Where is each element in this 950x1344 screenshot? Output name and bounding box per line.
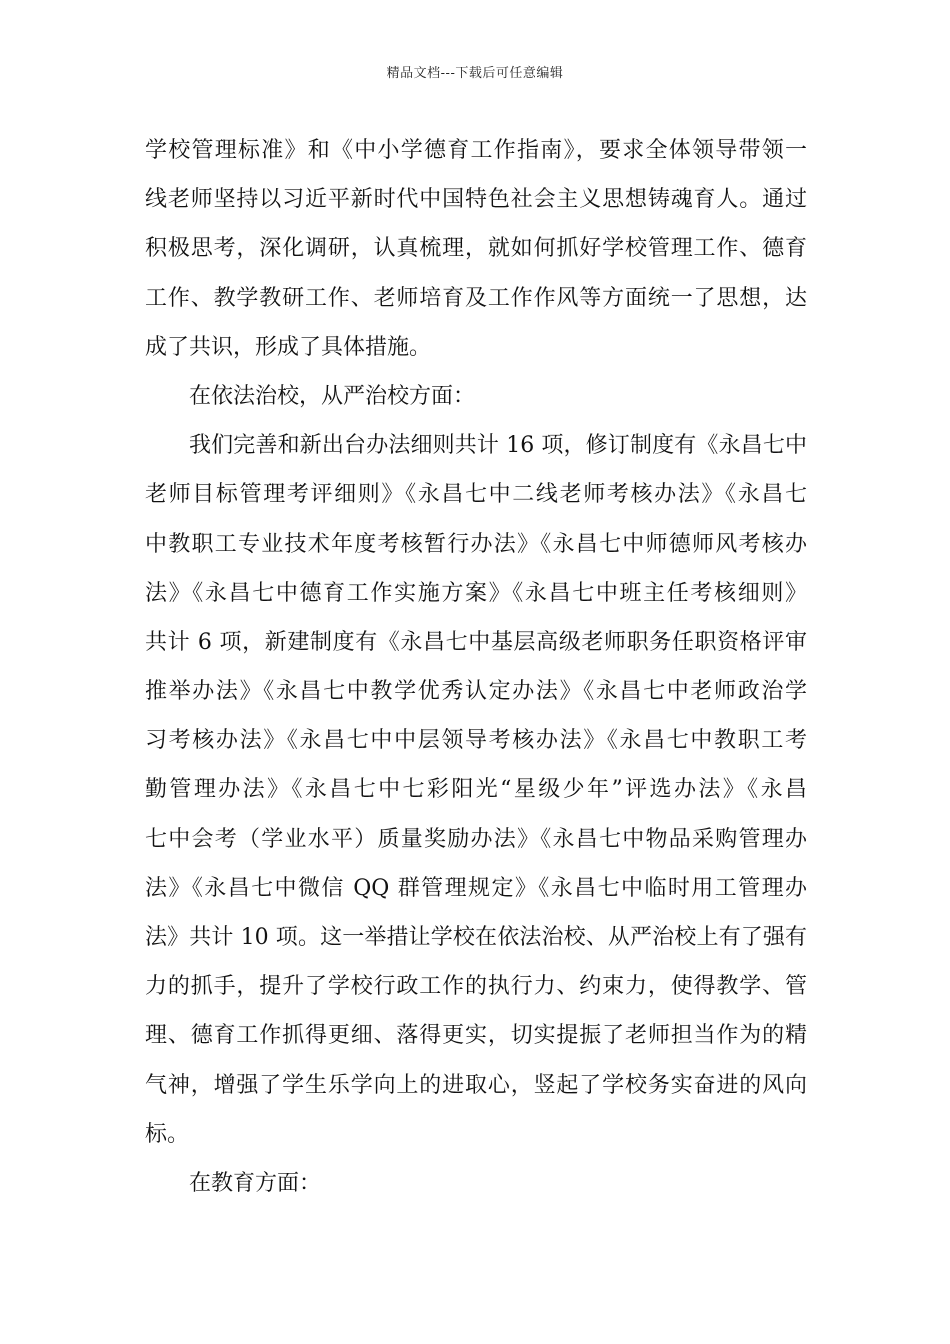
text-line: 理、德育工作抓得更细、落得更实，切实提振了老师担当作为的精	[145, 1023, 807, 1049]
text-line: 法》《永昌七中微信 QQ 群管理规定》《永昌七中临时用工管理办	[145, 875, 807, 901]
text-line: 勤管理办法》《永昌七中七彩阳光“星级少年”评选办法》《永昌	[145, 777, 807, 803]
text-line: 我们完善和新出台办法细则共计 16 项，修订制度有《永昌七中	[189, 433, 807, 459]
text-line: 标。	[145, 1121, 190, 1147]
text-line: 力的抓手，提升了学校行政工作的执行力、约束力，使得教学、管	[145, 974, 807, 1000]
section-heading: 在依法治校，从严治校方面：	[189, 383, 476, 409]
text-line: 推举办法》《永昌七中教学优秀认定办法》《永昌七中老师政治学	[145, 679, 807, 705]
text-line: 七中会考（学业水平）质量奖励办法》《永昌七中物品采购管理办	[145, 826, 807, 852]
text-line: 老师目标管理考评细则》《永昌七中二线老师考核办法》《永昌七	[145, 482, 807, 508]
text-line: 气神，增强了学生乐学向上的进取心，竖起了学校务实奋进的风向	[145, 1072, 807, 1098]
section-heading: 在教育方面：	[189, 1170, 322, 1196]
page-header: 精品文档---下载后可任意编辑	[386, 66, 564, 81]
text-line: 法》《永昌七中德育工作实施方案》《永昌七中班主任考核细则》	[145, 580, 807, 606]
text-line: 工作、教学教研工作、老师培育及工作作风等方面统一了思想，达	[145, 285, 807, 311]
text-line: 法》共计 10 项。这一举措让学校在依法治校、从严治校上有了强有	[145, 925, 807, 950]
text-line: 中教职工专业技术年度考核暂行办法》《永昌七中师德师风考核办	[145, 531, 807, 557]
text-line: 学校管理标准》和《中小学德育工作指南》，要求全体领导带领一	[145, 138, 807, 163]
text-line: 成了共识，形成了具体措施。	[145, 334, 432, 360]
document-body	[145, 126, 807, 1208]
text-line: 线老师坚持以习近平新时代中国特色社会主义思想铸魂育人。通过	[145, 187, 807, 213]
text-line: 习考核办法》《永昌七中中层领导考核办法》《永昌七中教职工考	[145, 728, 807, 754]
text-line: 积极思考，深化调研，认真梳理，就如何抓好学校管理工作、德育	[145, 236, 807, 262]
text-line: 共计 6 项，新建制度有《永昌七中基层高级老师职务任职资格评审	[145, 629, 807, 655]
